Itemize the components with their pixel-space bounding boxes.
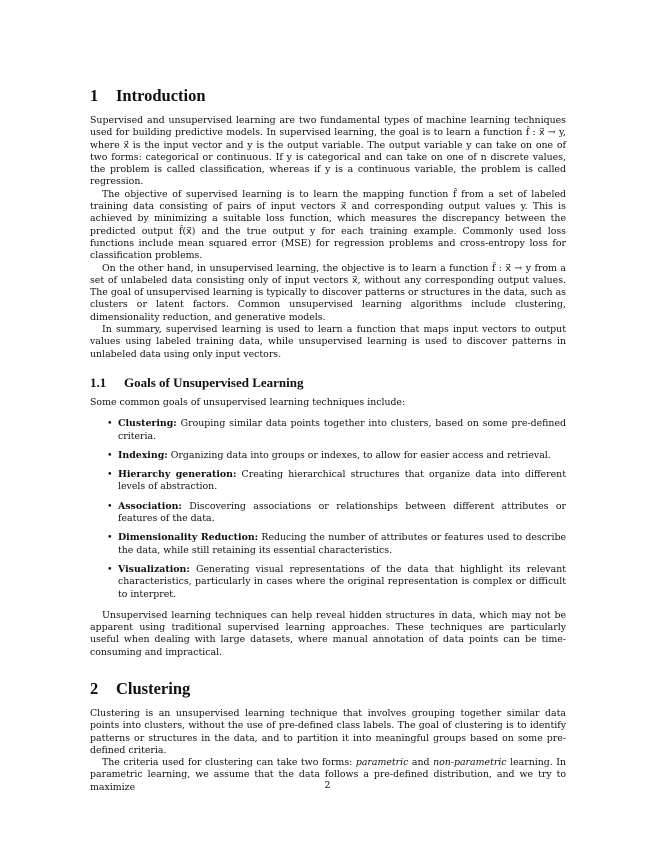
paragraph: On the other hand, in unsupervised learning, the objective is to learn a function f̂ : x⃗ → y from a set of unlabeled data consisting only of input vectors x⃗, without any corresponding output values. The goal of unsupervised learning is typically to discover patterns or structures in the data, such as clusters or latent factors. Common unsupervised learning algorithms include clustering, dimensionality reduction, and generative models. xyxy=(90,262,566,323)
text-run: and xyxy=(408,757,434,769)
list-item-text: Grouping similar data points together into clusters, based on some pre-defined criteria. xyxy=(118,418,566,442)
section-title: Introduction xyxy=(116,86,206,105)
list-item xyxy=(107,532,566,557)
paragraph: Clustering is an unsupervised learning technique that involves grouping together similar data points into clusters, without the use of pre-defined class labels. The goal of clustering is to identify patterns or structures in the data, and to partition it into meaningful groups based on some pre-defined criteria. xyxy=(90,707,566,756)
bullet-icon: • xyxy=(107,418,113,430)
list-item-text: Creating hierarchical structures that organize data into different levels of abstraction. xyxy=(118,469,566,493)
list-item-term: Visualization: xyxy=(118,563,190,575)
paragraph: Unsupervised learning techniques can help reveal hidden structures in data, which may not be apparent using traditional supervised learning approaches. These techniques are particularly useful when dealing with large datasets, where manual annotation of data points can be time-consuming and impractical. xyxy=(90,609,566,658)
page-number: 2 xyxy=(324,780,331,791)
list-item xyxy=(107,500,566,526)
bullet-icon: • xyxy=(107,469,113,481)
paragraph: Some common goals of unsupervised learning techniques include: xyxy=(90,396,406,408)
list-item xyxy=(107,449,566,462)
list-item-text: Organizing data into groups or indexes, to allow for easier access and retrieval. xyxy=(170,449,551,461)
paragraph: The objective of supervised learning is to learn the mapping function f̂ from a set of labeled training data consisting of pairs of input vectors x⃗ and corresponding output values y. This is achieved by minimizing a suitable loss function, which measures the discrepancy between the predicted output f̂(x⃗) and the true output y for each training example. Commonly used loss functions include mean squared error (MSE) for regression problems and cross-entropy loss for classification problems. xyxy=(90,188,566,262)
list-item-term: Dimensionality Reduction: xyxy=(118,532,259,544)
list-item-text: Generating visual representations of the data that highlight its relevant characteristics, particularly in cases where the original representation is complex or difficult to interpret. xyxy=(118,563,566,600)
section-number: 1 xyxy=(90,86,99,105)
list-item-text: Discovering associations or relationships between different attributes or features of the data. xyxy=(118,500,566,525)
list-item xyxy=(107,469,566,494)
section-heading-introduction xyxy=(90,86,566,106)
emphasis-parametric: parametric xyxy=(355,757,409,769)
list-item-term: Association: xyxy=(118,500,182,512)
section-heading-clustering xyxy=(90,679,566,699)
subsection-title: Goals of Unsupervised Learning xyxy=(124,374,304,390)
list-item-text: Reducing the number of attributes or features used to describe the data, while still retaining its essential characteristics. xyxy=(118,532,566,556)
list-item-term: Indexing: xyxy=(118,449,168,461)
text-run: The criteria used for clustering can take two forms: xyxy=(102,757,356,769)
paragraph: In summary, supervised learning is used to learn a function that maps input vectors to output values using labeled training data, while unsupervised learning is used to discover patterns in unlabeled data using only input vectors. xyxy=(90,324,566,360)
list-item xyxy=(107,418,566,443)
bullet-icon: • xyxy=(107,449,113,461)
section-title: Clustering xyxy=(116,678,191,698)
subsection-number: 1.1 xyxy=(90,374,107,390)
page-content xyxy=(90,86,566,794)
text-run: learning. In parametric learning, we assume that the data follows a pre-defined distribution, and we try to maximize xyxy=(90,757,567,793)
subsection-heading-goals xyxy=(90,375,566,391)
goals-list xyxy=(90,418,566,601)
emphasis-non-parametric: non-parametric xyxy=(433,757,507,769)
list-item-term: Clustering: xyxy=(118,418,177,430)
paragraph: Supervised and unsupervised learning are two fundamental types of machine learning techniques used for building predictive models. In supervised learning, the goal is to learn a function f̂ : x⃗ → y, where x⃗ is the input vector and y is the output variable. The output variable y can take on one of two forms: categorical or continuous. If y is categorical and can take on one of n discrete values, the problem is called classification, whereas if y is a continuous variable, the problem is called regression. xyxy=(90,115,566,188)
bullet-icon: • xyxy=(107,532,113,544)
list-item-term: Hierarchy generation: xyxy=(118,469,237,481)
section-number: 2 xyxy=(90,678,99,698)
list-item xyxy=(107,563,566,601)
bullet-icon: • xyxy=(107,563,113,575)
bullet-icon: • xyxy=(107,500,113,512)
